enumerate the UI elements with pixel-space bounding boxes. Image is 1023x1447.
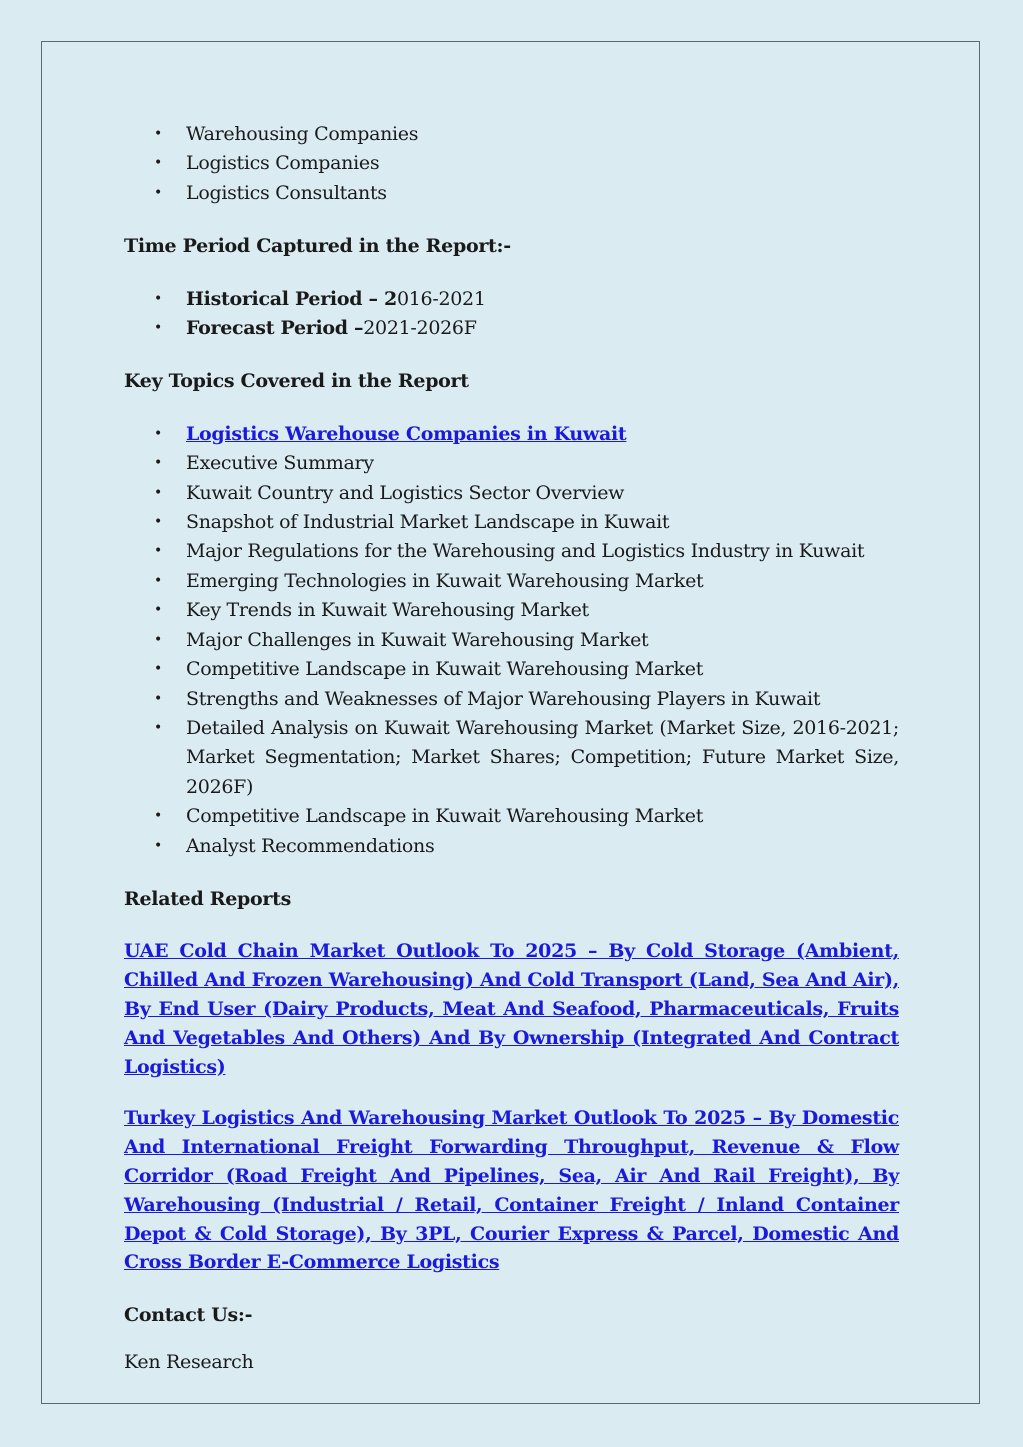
bullet-icon: • xyxy=(154,184,162,201)
list-item xyxy=(124,314,899,343)
historical-label: Historical Period – 2 xyxy=(186,287,397,310)
list-item: • Major Challenges in Kuwait Warehousing Market xyxy=(124,626,899,655)
list-item: • Logistics Consultants xyxy=(124,179,899,208)
list-item: • Analyst Recommendations xyxy=(124,832,899,861)
bullet-icon: • xyxy=(154,719,162,736)
list-item: • Key Trends in Kuwait Warehousing Market xyxy=(124,596,899,625)
bullet-icon: • xyxy=(154,514,162,531)
list-item: • Strengths and Weaknesses of Major Warehousing Players in Kuwait xyxy=(124,685,899,714)
key-topics-heading: Key Topics Covered in the Report xyxy=(124,370,469,393)
contact-heading: Contact Us:- xyxy=(124,1304,253,1327)
historical-value: 016-2021 xyxy=(396,287,486,310)
list-item: • Detailed Analysis on Kuwait Warehousing Market (Market Size, 2016-2021; Market Segmentation; Market Shares; Competition; Future Market Size, 2026F) xyxy=(124,714,899,802)
list-item: • Snapshot of Industrial Market Landscape in Kuwait xyxy=(124,508,899,537)
list-item: • Emerging Technologies in Kuwait Warehousing Market xyxy=(124,567,899,596)
bullet-icon: • xyxy=(154,320,162,337)
bullet-icon: • xyxy=(154,837,162,854)
bullet-icon: • xyxy=(154,455,162,472)
contact-name: Ken Research xyxy=(124,1350,254,1373)
intro-list xyxy=(124,120,899,208)
kuwait-warehouse-link[interactable]: Logistics Warehouse Companies in Kuwait xyxy=(186,422,627,445)
bullet-icon: • xyxy=(154,572,162,589)
bullet-icon: • xyxy=(154,690,162,707)
related-reports-heading: Related Reports xyxy=(124,887,291,910)
bullet-icon: • xyxy=(154,602,162,619)
list-item: • Competitive Landscape in Kuwait Warehousing Market xyxy=(124,655,899,684)
forecast-label: Forecast Period – xyxy=(186,317,364,340)
list-item: • Logistics Companies xyxy=(124,149,899,178)
forecast-value: 2021-2026F xyxy=(363,317,477,340)
bullet-icon: • xyxy=(154,661,162,678)
bullet-icon: • xyxy=(154,543,162,560)
list-item: • Competitive Landscape in Kuwait Warehousing Market xyxy=(124,802,899,831)
document-content xyxy=(124,120,899,1377)
related-report-link-uae[interactable]: UAE Cold Chain Market Outlook To 2025 – By Cold Storage (Ambient, Chilled And Frozen Warehousing) And Cold Transport (Land, Sea And Air), By End User (Dairy Products, Meat And Seafood, Pharmaceuticals, Fruits And Vegetables And Others) And By Ownership (Integrated And Contract Logistics) xyxy=(124,940,899,1078)
bullet-icon: • xyxy=(154,484,162,501)
time-period-heading: Time Period Captured in the Report:- xyxy=(124,235,511,258)
related-report-link-turkey[interactable]: Turkey Logistics And Warehousing Market Outlook To 2025 – By Domestic And International Freight Forwarding Throughput, Revenue & Flow Corridor (Road Freight And Pipelines, Sea, Air And Rail Freight), By Warehousing (Industrial / Retail, Container Freight / Inland Container Depot & Cold Storage), By 3PL, Courier Express & Parcel, Domestic And Cross Border E-Commerce Logistics xyxy=(124,1107,899,1274)
list-item: • Warehousing Companies xyxy=(124,120,899,149)
time-period-list xyxy=(124,285,899,344)
bullet-icon: • xyxy=(154,126,162,142)
bullet-icon: • xyxy=(154,631,162,648)
list-item: • Executive Summary xyxy=(124,449,899,478)
bullet-icon: • xyxy=(154,290,162,307)
list-item: • Kuwait Country and Logistics Sector Overview xyxy=(124,479,899,508)
list-item xyxy=(124,285,899,314)
bullet-icon: • xyxy=(154,808,162,825)
list-item: • Major Regulations for the Warehousing and Logistics Industry in Kuwait xyxy=(124,537,899,566)
list-item xyxy=(124,420,899,449)
bullet-icon: • xyxy=(154,155,162,172)
key-topics-list xyxy=(124,420,899,861)
bullet-icon: • xyxy=(154,425,162,442)
